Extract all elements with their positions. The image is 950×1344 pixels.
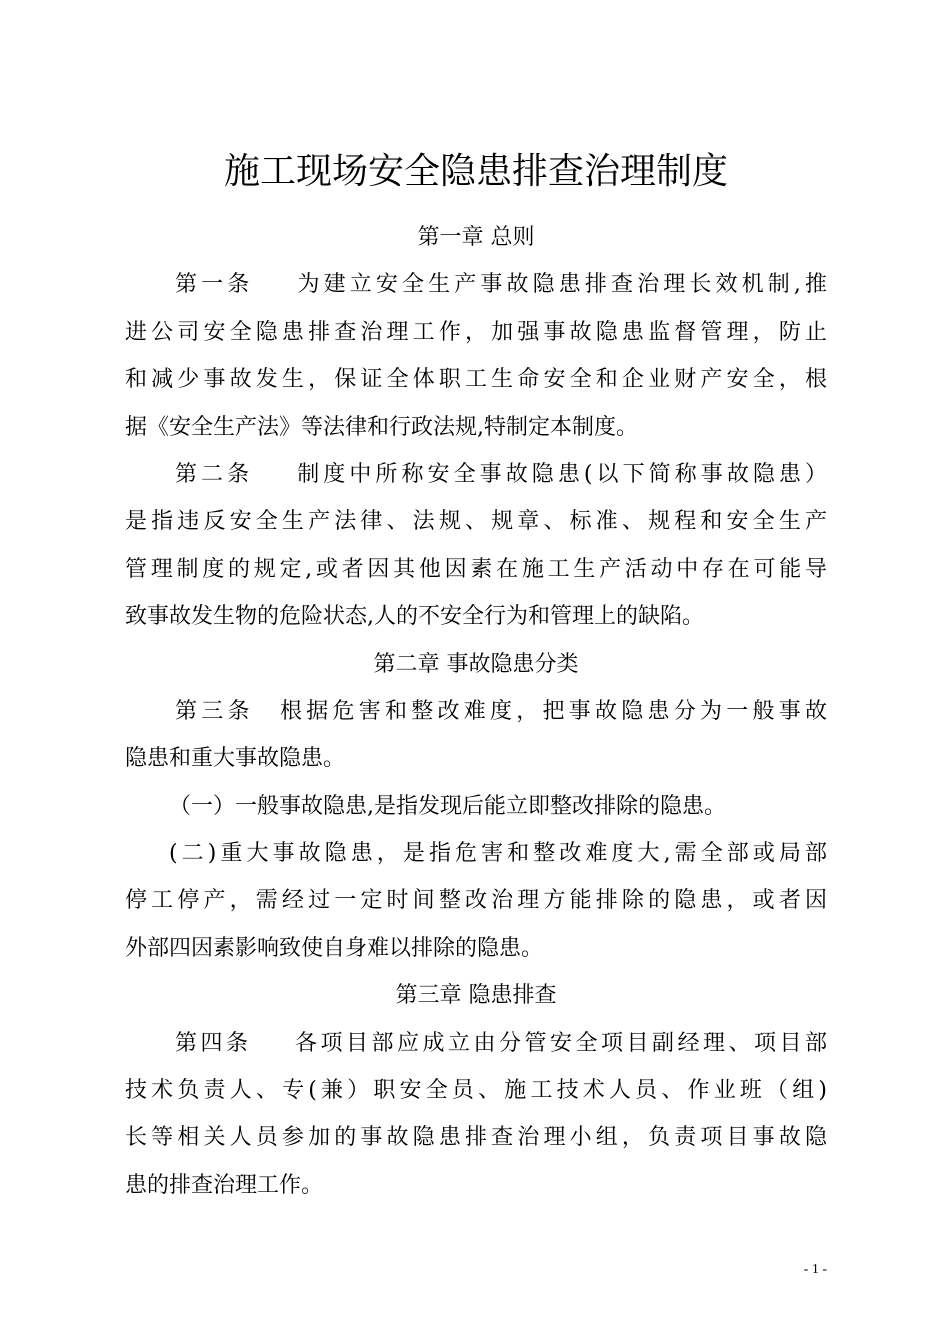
article-line: 致事故发生物的危险状态,人的不安全行为和管理上的缺陷。 [125, 604, 704, 630]
article-label: 第四条 [175, 1030, 252, 1056]
page-number: - 1 - [803, 1262, 827, 1277]
article-line: 是指违反安全生产法律、法规、规章、标准、规程和安全生产 [125, 509, 827, 535]
article-label: 第三条 [175, 698, 254, 724]
article-label: 第二条 [175, 461, 254, 487]
article-first-line [125, 688, 827, 735]
document-body [125, 214, 827, 1209]
article-first-line [125, 1020, 827, 1067]
article-first-line [125, 451, 827, 498]
article-text: 为建立安全生产事故隐患排查治理长效机制,推 [293, 272, 827, 298]
article-line: 患的排查治理工作。 [125, 1172, 324, 1198]
chapter-heading: 第三章 隐患排查 [395, 983, 557, 1009]
list-item-line: 外部四因素影响致使自身难以排除的隐患。 [125, 935, 544, 961]
list-item-line: （一）一般事故隐患,是指发现后能立即整改排除的隐患。 [169, 793, 726, 819]
article-line: 隐患和重大事故隐患。 [125, 746, 346, 772]
article-line: 技术负责人、专(兼）职安全员、施工技术人员、作业班（组) [125, 1078, 827, 1104]
list-item-line: 停工停产，需经过一定时间整改治理方能排除的隐患，或者因 [125, 888, 827, 914]
list-item-line: (二)重大事故隐患，是指危害和整改难度大,需全部或局部 [169, 841, 827, 867]
article-line: 长等相关人员参加的事故隐患排查治理小组，负责项目事故隐 [125, 1125, 827, 1151]
article-label: 第一条 [175, 272, 254, 298]
chapter-heading: 第一章 总则 [417, 225, 535, 250]
article-text: 各项目部应成立由分管安全项目副经理、项目部 [291, 1030, 827, 1056]
article-line: 据《安全生产法》等法律和行政法规,特制定本制度。 [125, 414, 638, 440]
document-title: 施工现场安全隐患排查治理制度 [223, 151, 728, 192]
article-text: 制度中所称安全事故隐患(以下简称事故隐患） [293, 461, 827, 487]
article-line: 管理制度的规定,或者因其他因素在施工生产活动中存在可能导 [125, 556, 827, 582]
chapter-heading: 第二章 事故隐患分类 [373, 651, 579, 677]
article-text: 根据危害和整改难度，把事故隐患分为一般事故 [275, 698, 827, 724]
document-page [125, 0, 827, 1344]
article-line: 进公司安全隐患排查治理工作，加强事故隐患监督管理，防止 [125, 319, 827, 345]
article-first-line [125, 261, 827, 308]
article-line: 和减少事故发生，保证全体职工生命安全和企业财产安全，根 [125, 367, 827, 393]
